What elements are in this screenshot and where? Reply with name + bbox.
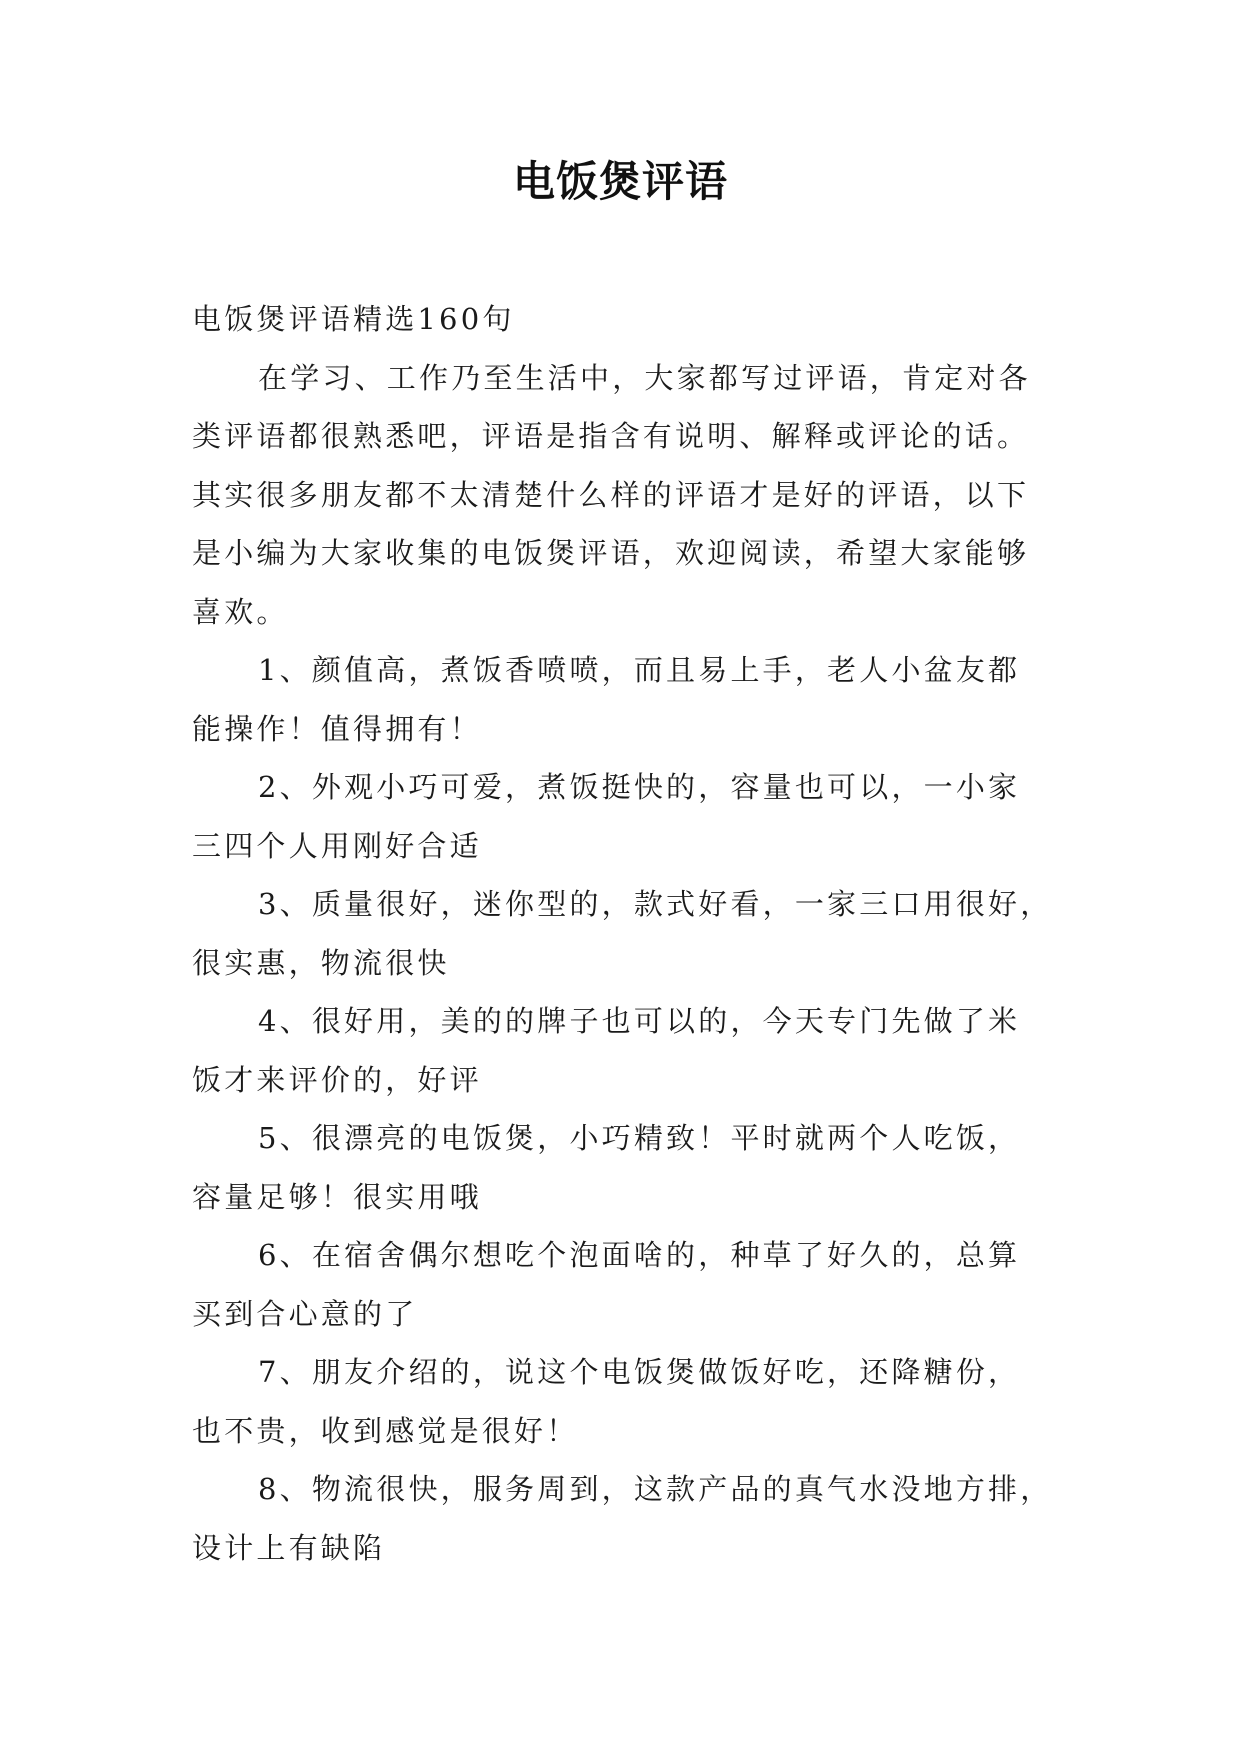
document-title: 电饭煲评语	[512, 157, 728, 206]
document-body	[192, 290, 1052, 1577]
intro-line-3: 其实很多朋友都不太清楚什么样的评语才是好的评语，以下	[192, 477, 1030, 512]
review-8-line-1: 8、物流很快，服务周到，这款产品的真气水没地方排，	[258, 1472, 1053, 1506]
review-3-line-1: 3、质量很好，迷你型的，款式好看，一家三口用很好，	[258, 887, 1053, 921]
intro-line-1: 在学习、工作乃至生活中，大家都写过评语，肯定对各	[258, 360, 1031, 395]
review-3-line-2: 很实惠，物流很快	[192, 945, 450, 980]
intro-line-5: 喜欢。	[192, 594, 289, 629]
review-4-line-1: 4、很好用，美的的牌子也可以的，今天专门先做了米	[258, 1004, 1021, 1038]
intro-line-2: 类评语都很熟悉吧，评语是指含有说明、解释或评论的话。	[192, 419, 1030, 453]
review-7-line-1: 7、朋友介绍的，说这个电饭煲做饭好吃，还降糖份，	[258, 1355, 1021, 1389]
review-5-line-1: 5、很漂亮的电饭煲，小巧精致！平时就两个人吃饭，	[258, 1121, 1021, 1155]
review-5-line-2: 容量足够！很实用哦	[192, 1179, 482, 1214]
review-1-line-2: 能操作！值得拥有！	[192, 711, 482, 746]
review-2-line-1: 2、外观小巧可爱，煮饭挺快的，容量也可以，一小家	[258, 770, 1021, 804]
review-8-line-2: 设计上有缺陷	[192, 1530, 386, 1565]
intro-line-4: 是小编为大家收集的电饭煲评语，欢迎阅读，希望大家能够	[192, 536, 1030, 570]
review-7-line-2: 也不贵，收到感觉是很好！	[192, 1413, 579, 1448]
review-6-line-1: 6、在宿舍偶尔想吃个泡面啥的，种草了好久的，总算	[258, 1238, 1021, 1272]
review-6-line-2: 买到合心意的了	[192, 1296, 418, 1331]
review-1-line-1: 1、颜值高，煮饭香喷喷，而且易上手，老人小盆友都	[258, 653, 1021, 687]
review-4-line-2: 饭才来评价的，好评	[192, 1062, 482, 1097]
subtitle-line: 电饭煲评语精选160句	[192, 302, 515, 336]
review-2-line-2: 三四个人用刚好合适	[192, 828, 482, 863]
